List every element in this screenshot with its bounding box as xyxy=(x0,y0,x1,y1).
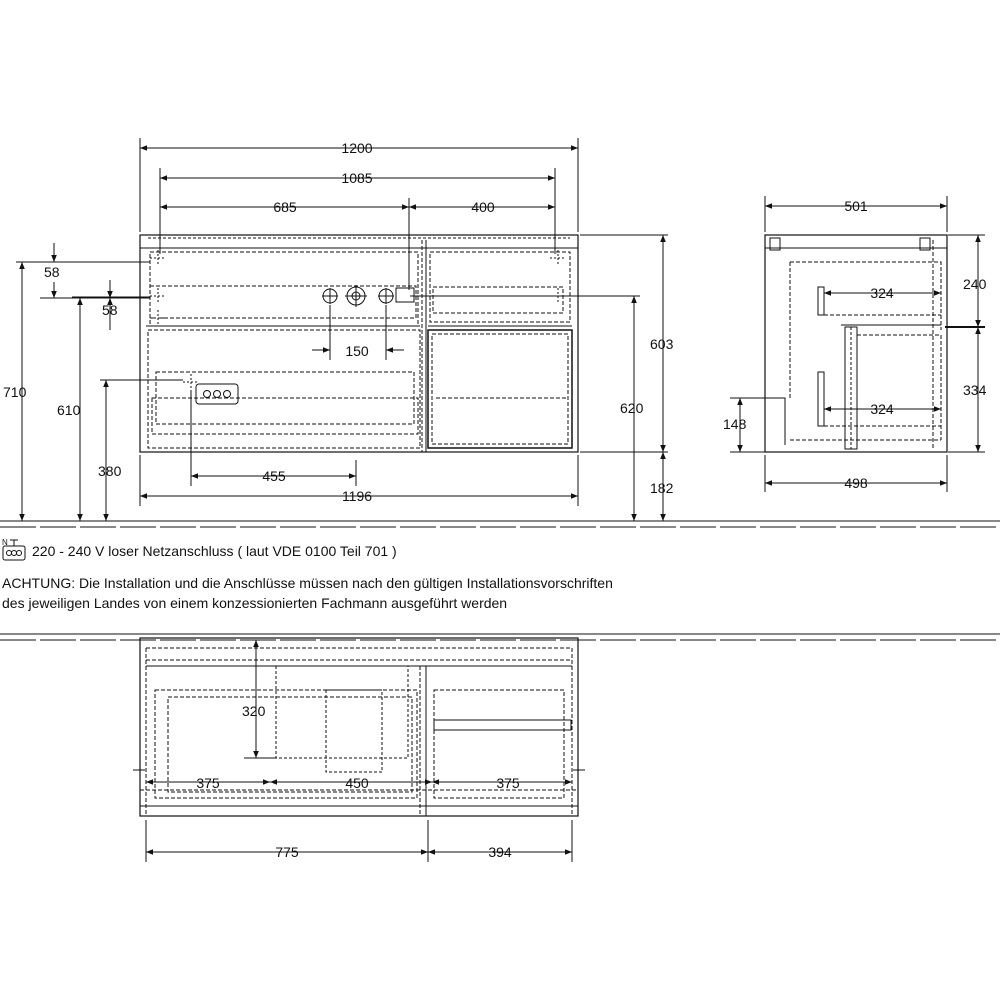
dim-375-left: 375 xyxy=(196,775,220,791)
dim-450: 450 xyxy=(345,775,369,791)
dim-685: 685 xyxy=(273,199,297,215)
dim-148: 148 xyxy=(723,416,747,432)
power-icon-label: N xyxy=(2,538,8,547)
tap-holes xyxy=(322,285,414,307)
dim-775: 775 xyxy=(275,844,299,860)
dim-58-top: 58 xyxy=(44,264,60,280)
floor-line-bottom xyxy=(0,634,1000,640)
side-view xyxy=(765,235,985,452)
floor-line-top xyxy=(0,521,1000,527)
warning-line-1: ACHTUNG: Die Installation und die Anschlüsse müssen nach den gültigen Installationsvorschriften xyxy=(2,575,613,591)
dim-710: 710 xyxy=(3,384,27,400)
right-door xyxy=(428,330,572,448)
front-view xyxy=(140,235,668,452)
dim-240: 240 xyxy=(963,276,987,292)
dim-455: 455 xyxy=(262,468,286,484)
dim-394: 394 xyxy=(488,844,512,860)
dim-400: 400 xyxy=(471,199,495,215)
dim-498: 498 xyxy=(844,475,868,491)
power-note: 220 - 240 V loser Netzanschluss ( laut VDE 0100 Teil 701 ) xyxy=(32,543,397,559)
warning-line-2: des jeweiligen Landes von einem konzessionierten Fachmann ausgeführt werden xyxy=(2,595,508,611)
dim-380: 380 xyxy=(98,463,122,479)
dim-324-lower: 324 xyxy=(870,401,894,417)
dim-610: 610 xyxy=(57,402,81,418)
dim-620: 620 xyxy=(620,400,644,416)
dim-150: 150 xyxy=(345,343,369,359)
dim-58-second: 58 xyxy=(102,302,118,318)
dim-375-right: 375 xyxy=(496,775,520,791)
dim-182: 182 xyxy=(650,480,674,496)
dim-320: 320 xyxy=(242,703,266,719)
dim-501: 501 xyxy=(844,198,868,214)
dim-1200: 1200 xyxy=(341,140,373,156)
dim-1196: 1196 xyxy=(341,488,373,504)
dim-334: 334 xyxy=(963,382,987,398)
dim-1085: 1085 xyxy=(341,170,373,186)
dim-603: 603 xyxy=(650,336,674,352)
power-socket xyxy=(196,384,238,404)
dim-324-upper: 324 xyxy=(870,285,894,301)
plan-dimensions xyxy=(146,640,572,862)
side-outline xyxy=(765,235,947,452)
